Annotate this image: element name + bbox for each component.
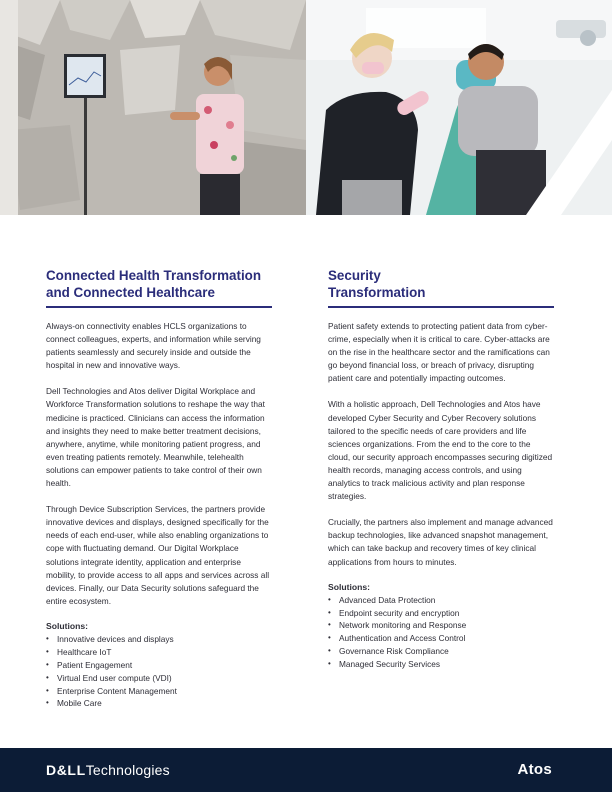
security-heading: Security Transformation (328, 268, 426, 300)
left-heading-rule (46, 306, 272, 308)
dental-photo-illustration (306, 0, 612, 215)
lab-photo (0, 0, 306, 215)
connected-health-heading: Connected Health Transformation and Connected Healthcare (46, 268, 262, 300)
dental-photo (306, 0, 612, 215)
right-solution-item: • Advanced Data Protection (328, 594, 554, 607)
right-solution-item: • Managed Security Services (328, 658, 554, 671)
right-solution-item: • Endpoint security and encryption (328, 607, 554, 620)
left-solution-item: • Mobile Care (46, 697, 272, 710)
left-paragraph: Through Device Subscription Services, the partners provide innovative devices and displays, designed specifically for the needs of each end-user, while also enabling organizations to cope with fluctuating demand. Our Digital Workplace solutions integrate identity, application and enterprise mobility, to provide access to all apps and services across all devices. Finally, our Data Security solutions safeguard the entire ecosystem. (46, 504, 270, 606)
footer-bar (0, 748, 612, 792)
dell-wordmark: D&LL (46, 762, 86, 778)
header-photo-band (0, 0, 612, 215)
left-solutions-list (46, 633, 272, 710)
right-solution-item: • Governance Risk Compliance (328, 645, 554, 658)
left-solution-item: • Innovative devices and displays (46, 633, 272, 646)
left-solution-item: • Virtual End user compute (VDI) (46, 672, 272, 685)
right-heading-rule (328, 306, 554, 308)
right-solutions-title: Solutions: (328, 581, 371, 592)
left-paragraph: Always-on connectivity enables HCLS organizations to connect colleagues, experts, and information while serving patients seamlessly and securely inside and outside the hospital in new and innovative ways. (46, 321, 261, 371)
right-paragraph: Crucially, the partners also implement and manage advanced backup technologies, like advanced snapshot management, which can take backup and recovery times of key clinical applications from hours to minutes. (328, 517, 553, 567)
dell-technologies-logo (46, 762, 170, 778)
right-paragraph: Patient safety extends to protecting patient data from cyber-crime, especially when it is critical to care. Cyber-attacks are on the rise in the healthcare sector and the ramifications can go beyond financial loss, or breach of privacy, disrupting patient care and potentially impacting outcomes. (328, 321, 550, 384)
atos-logo: Atos (517, 761, 552, 778)
right-paragraph: With a holistic approach, Dell Technologies and Atos have developed Cyber Security and Cyber Recovery solutions tailored to the specific needs of care providers and life sciences organizations. From the end to the core to the cloud, our security approach encompasses securing digitized health records, managing access controls, and using analytics to track malicious activity and plan response strategies. (328, 399, 553, 502)
left-column (46, 268, 272, 710)
right-solution-item: • Network monitoring and Response (328, 619, 554, 632)
right-solution-item: • Authentication and Access Control (328, 632, 554, 645)
left-body (46, 320, 272, 710)
left-solution-item: • Enterprise Content Management (46, 685, 272, 698)
right-solutions-list (328, 594, 554, 671)
right-column (328, 268, 554, 671)
lab-photo-illustration (0, 0, 306, 215)
left-solutions-title: Solutions: (46, 620, 89, 631)
left-solution-item: • Healthcare IoT (46, 646, 272, 659)
technologies-wordmark: Technologies (85, 762, 170, 778)
left-paragraph: Dell Technologies and Atos deliver Digital Workplace and Workforce Transformation solutions to reshape the way that medicine is practiced. Clinicians can access the information and insights they need to make better treatment decisions, anywhere, anytime, while monitoring patient progress, and even treating patients remotely. Meanwhile, telehealth solutions can empower patients to take control of their own health. (46, 386, 265, 489)
left-solution-item: • Patient Engagement (46, 659, 272, 672)
right-body (328, 320, 554, 671)
